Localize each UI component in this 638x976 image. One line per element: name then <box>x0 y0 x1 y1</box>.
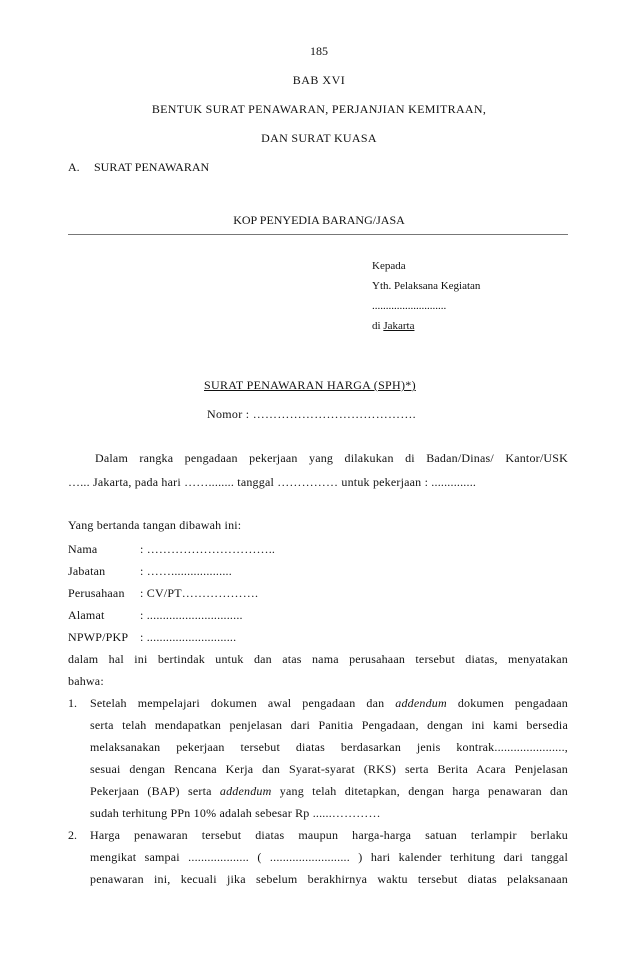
field-label-alamat: Alamat <box>68 608 105 622</box>
letter-title: SURAT PENAWARAN HARGA (SPH)*) <box>204 378 416 392</box>
chapter-title-line1: BENTUK SURAT PENAWARAN, PERJANJIAN KEMITRAAN, <box>151 102 487 116</box>
item1-line4: sesuai dengan Rencana Kerja dan Syarat-syarat (RKS) serta Berita Acara Penjelasan <box>90 762 568 776</box>
acting-line1: dalam hal ini bertindak untuk dan atas nama perusahaan tersebut diatas, menyatakan <box>68 652 568 666</box>
item1-line1-italic: addendum <box>395 696 447 710</box>
opening-line1: Dalam rangka pengadaan pekerjaan yang dilakukan di Badan/Dinas/ Kantor/USK <box>95 451 568 465</box>
item2-line3: penawaran ini, kecuali jika sebelum berakhirnya waktu tersebut diatas pelaksanaan <box>90 872 568 886</box>
letterhead-placeholder: KOP PENYEDIA BARANG/JASA <box>233 213 405 227</box>
field-label-npwp: NPWP/PKP <box>68 630 129 644</box>
field-value-jabatan: : ……................... <box>140 564 232 578</box>
item1-line6: sudah terhitung PPn 10% adalah sebesar Rp ......………… <box>90 806 381 820</box>
item2-line2: mengikat sampai ................... ( ......................... ) hari kalender terhitung dari tanggal <box>90 850 568 864</box>
recipient-line2: Yth. Pelaksana Kegiatan <box>372 280 481 292</box>
chapter-heading: BAB XVI <box>292 73 346 87</box>
chapter-title-line2: DAN SURAT KUASA <box>261 131 377 145</box>
item1-line1-a: Setelah mempelajari dokumen awal pengadaan dan <box>90 696 396 710</box>
item1-line1-b: dokumen pengadaan <box>446 696 568 710</box>
recipient-line3: ........................... <box>372 300 447 312</box>
letter-number: Nomor : …………………………………. <box>207 407 416 421</box>
page-number: 185 <box>310 44 328 58</box>
field-value-nama: : ………………………….. <box>140 542 276 556</box>
item1-number: 1. <box>68 696 77 710</box>
signatory-intro: Yang bertanda tangan dibawah ini: <box>68 518 242 532</box>
recipient-city: Jakarta <box>383 320 415 332</box>
field-label-jabatan: Jabatan <box>68 564 106 578</box>
item2-line1: Harga penawaran tersebut diatas maupun harga-harga satuan terlampir berlaku <box>90 828 568 842</box>
item2-number: 2. <box>68 828 77 842</box>
item1-line1 <box>90 696 568 711</box>
field-label-perusahaan: Perusahaan <box>68 586 125 600</box>
item1-line5 <box>90 784 568 799</box>
field-label-nama: Nama <box>68 542 98 556</box>
item1-line5-b: yang telah ditetapkan, dengan harga penawaran dan <box>271 784 568 798</box>
section-a-letter: A. <box>68 160 80 174</box>
item1-line2: serta telah mendapatkan penjelasan dari Panitia Pengadaan, dengan ini kami bersedia <box>90 718 568 732</box>
recipient-line1: Kepada <box>372 260 406 272</box>
item1-line3: melaksanakan pekerjaan tersebut diatas berdasarkan jenis kontrak......................, <box>90 740 568 754</box>
item1-line5-a: Pekerjaan (BAP) serta <box>90 784 220 798</box>
recipient-line4 <box>372 320 414 332</box>
opening-line2: …... Jakarta, pada hari ……........ tanggal …………… untuk pekerjaan : .............. <box>68 475 477 489</box>
recipient-prefix: di <box>372 320 381 332</box>
item1-line5-italic: addendum <box>219 784 272 798</box>
field-value-perusahaan: : CV/PT………………. <box>140 586 259 600</box>
acting-line2: bahwa: <box>68 674 104 688</box>
field-value-npwp: : ............................ <box>140 630 237 644</box>
section-a-title: SURAT PENAWARAN <box>94 160 210 174</box>
letterhead-rule <box>68 234 568 235</box>
field-value-alamat: : .............................. <box>140 608 243 622</box>
